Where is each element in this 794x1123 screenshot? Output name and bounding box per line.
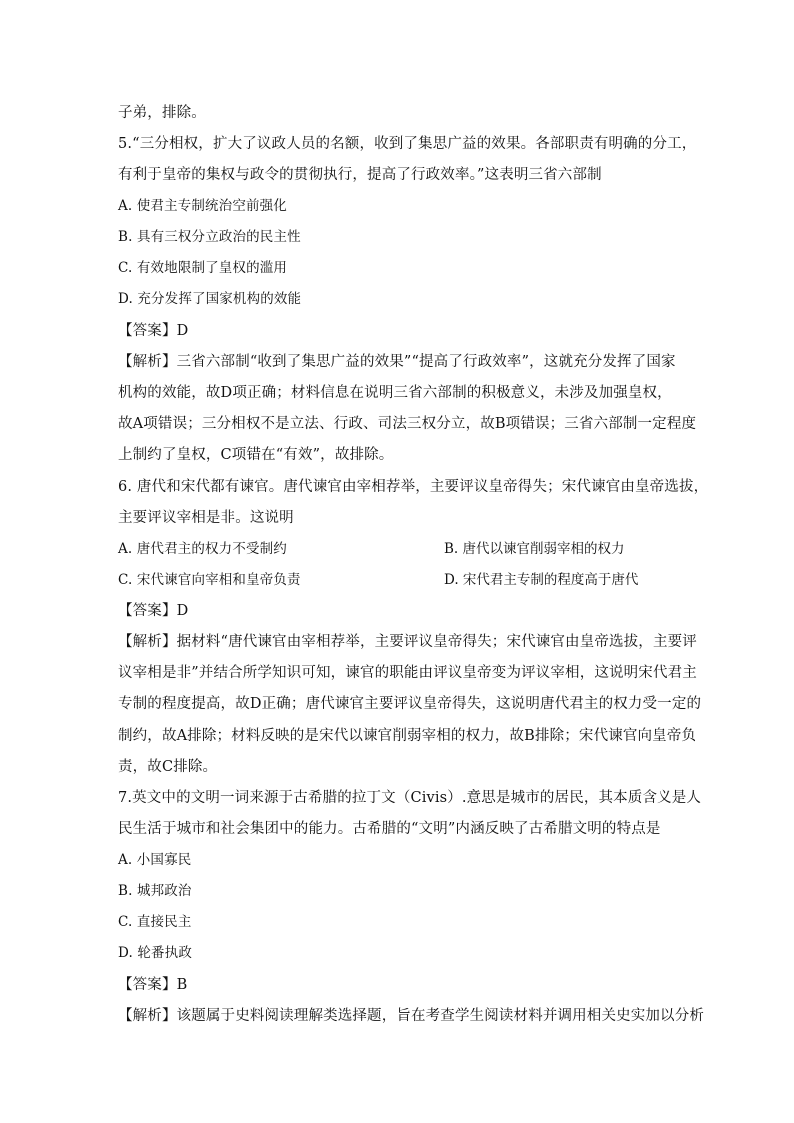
option-a: A. 唐代君主的权力不受制约 <box>118 541 287 557</box>
option-b: B. 城邦政治 <box>118 883 192 899</box>
analysis-line: 议宰相是非”并结合所学知识可知，谏官的职能由评议皇帝变为评议宰相，这说明宋代君主 <box>118 665 697 681</box>
option-d: D. 宋代君主专制的程度高于唐代 <box>444 572 639 588</box>
text-line: 子弟，排除。 <box>118 105 206 121</box>
question-5-stem: 5.“三分相权，扩大了议政人员的名额，收到了集思广益的效果。各部职责有明确的分工， <box>118 136 697 152</box>
option-a: A. 小国寡民 <box>118 852 192 868</box>
analysis-line: 机构的效能，故D项正确；材料信息在说明三省六部制的积极意义，未涉及加强皇权， <box>118 385 672 401</box>
question-7-stem: 民生活于城市和社会集团中的能力。古希腊的“文明”内涵反映了古希腊文明的特点是 <box>118 821 661 837</box>
analysis-line: 【解析】该题属于史料阅读理解类选择题，旨在考查学生阅读材料并调用相关史实加以分析 <box>118 1008 704 1024</box>
analysis-line: 上制约了皇权，C项错在“有效”，故排除。 <box>118 447 394 463</box>
analysis-line: 专制的程度提高，故D正确；唐代谏官主要评议皇帝得失，这说明唐代君主的权力受一定的 <box>118 696 702 712</box>
analysis-line: 【解析】三省六部制“收到了集思广益的效果”“提高了行政效率”，这就充分发挥了国家 <box>118 354 676 370</box>
answer-line: 【答案】D <box>118 323 189 339</box>
answer-line: 【答案】D <box>118 603 189 619</box>
question-6-stem: 主要评议宰相是非。这说明 <box>118 510 294 526</box>
question-6-stem: 6. 唐代和宋代都有谏官。唐代谏官由宰相荐举，主要评议皇帝得失；宋代谏官由皇帝选拔， <box>118 479 709 495</box>
analysis-line: 制约，故A排除；材料反映的是宋代以谏官削弱宰相的权力，故B排除；宋代谏官向皇帝负 <box>118 728 697 744</box>
question-7-stem: 7.英文中的文明一词来源于古希腊的拉丁文（Civis）.意思是城市的居民，其本质含义是人 <box>118 790 702 806</box>
option-a: A. 使君主专制统治空前强化 <box>118 198 287 214</box>
option-d: D. 轮番执政 <box>118 945 192 961</box>
option-b: B. 具有三权分立政治的民主性 <box>118 229 301 245</box>
option-b: B. 唐代以谏官削弱宰相的权力 <box>444 541 625 557</box>
option-c: C. 有效地限制了皇权的滥用 <box>118 260 288 276</box>
analysis-line: 故A项错误；三分相权不是立法、行政、司法三权分立，故B项错误；三省六部制一定程度 <box>118 416 697 432</box>
answer-line: 【答案】B <box>118 977 188 993</box>
question-5-stem: 有利于皇帝的集权与政令的贯彻执行，提高了行政效率。”这表明三省六部制 <box>118 167 602 183</box>
analysis-line: 【解析】据材料“唐代谏官由宰相荐举，主要评议皇帝得失；宋代谏官由皇帝选拔，主要评 <box>118 634 697 650</box>
analysis-line: 责，故C排除。 <box>118 759 218 775</box>
option-c: C. 宋代谏官向宰相和皇帝负责 <box>118 572 301 588</box>
option-c: C. 直接民主 <box>118 914 192 930</box>
option-d: D. 充分发挥了国家机构的效能 <box>118 291 302 307</box>
